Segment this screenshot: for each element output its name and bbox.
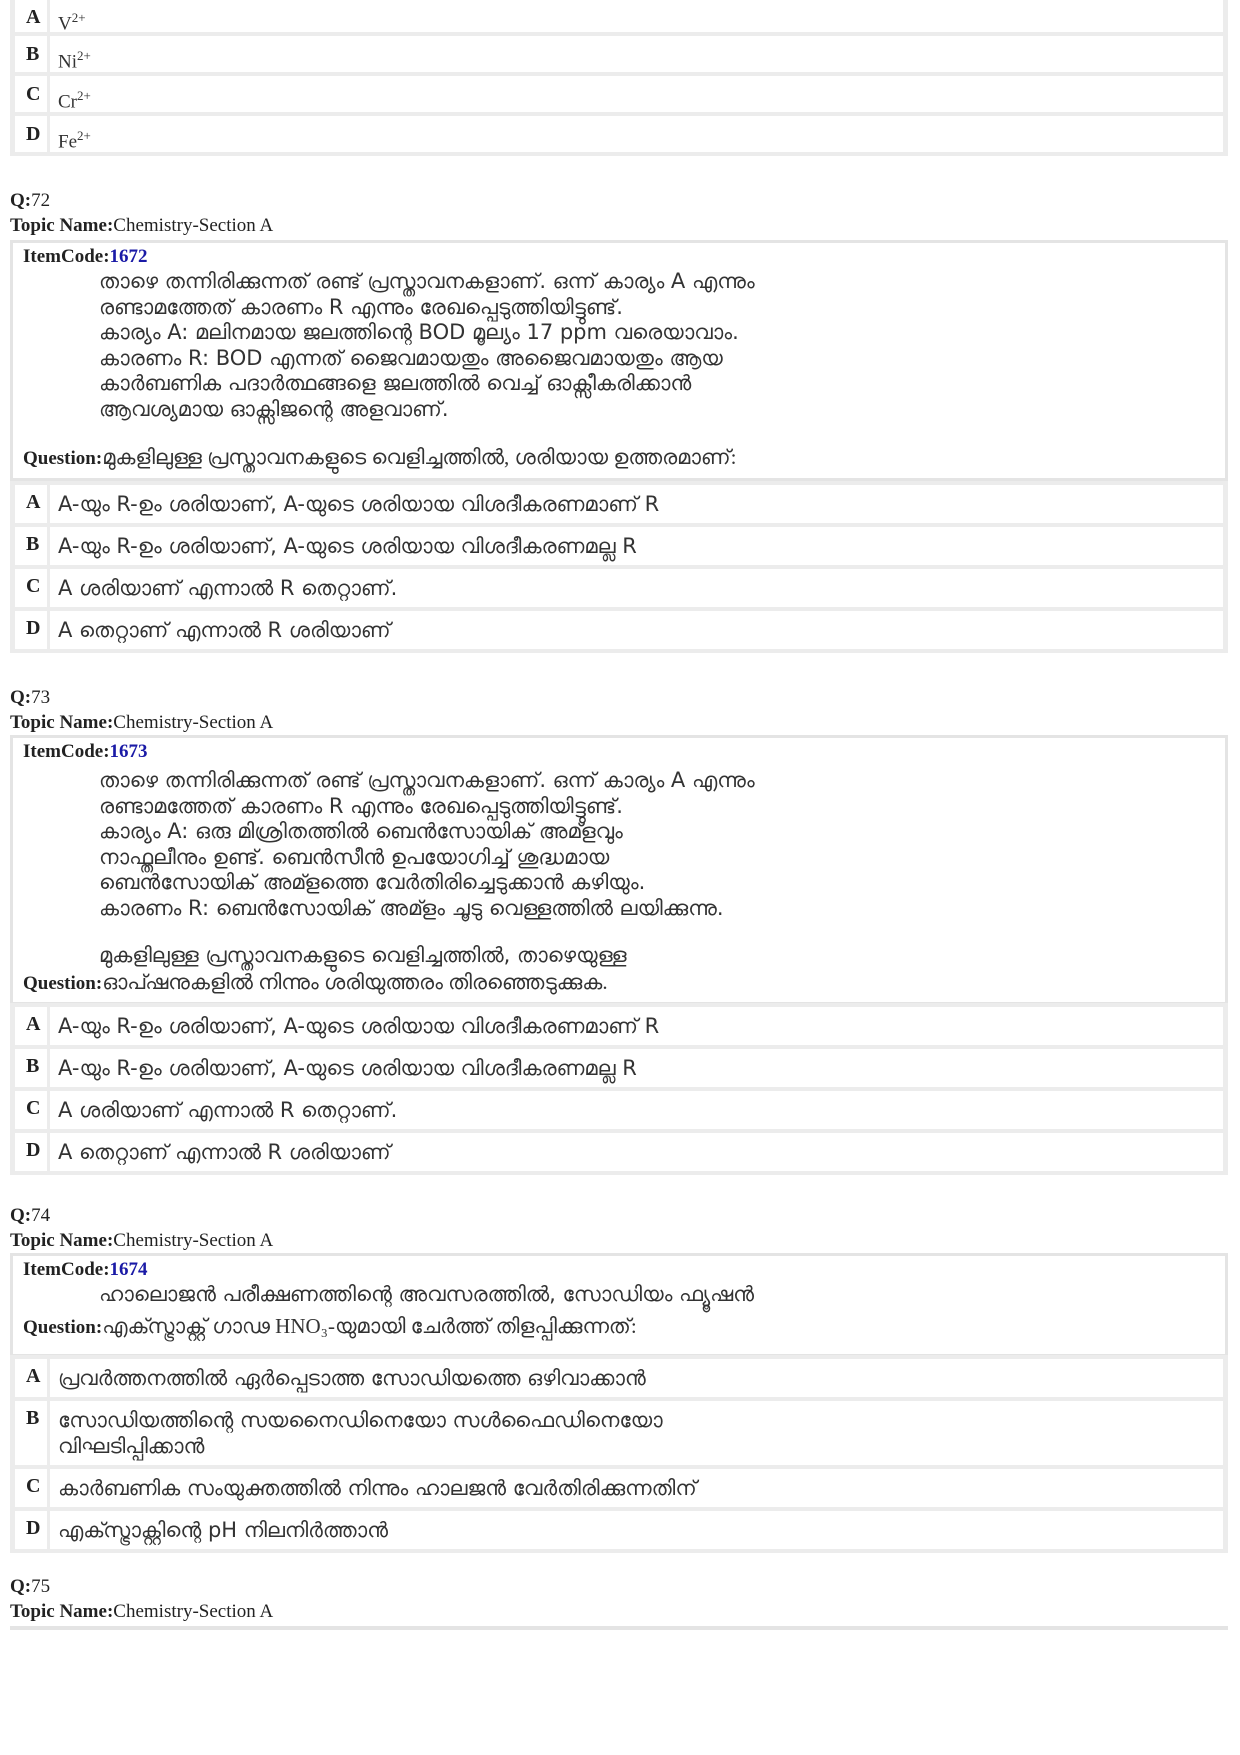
item-code-value[interactable]: 1672 <box>109 246 148 267</box>
option-letter: B <box>15 1401 47 1465</box>
q-number: 73 <box>31 687 51 708</box>
option-sup: 2+ <box>77 88 91 103</box>
option-letter: D <box>15 611 47 649</box>
q71-option-c[interactable] <box>15 76 1223 112</box>
option-text <box>50 1401 1223 1465</box>
stem-line: കാർബണിക പദാർത്ഥങ്ങളെ ജലത്തിൽ വെച്ച് ഓക്സീകരിക്കാൻ <box>99 371 692 395</box>
q74-option-c[interactable] <box>15 1469 1223 1507</box>
q74-option-a[interactable] <box>15 1359 1223 1397</box>
q71-option-a[interactable] <box>15 0 1223 35</box>
q73-options <box>10 1003 1228 1175</box>
topic-label: Topic Name: <box>10 215 114 236</box>
stem-line: കാര്യം A: മലിനമായ ജലത്തിന്റെ BOD മൂല്യം 17 ppm വരെയാവാം. <box>99 320 739 344</box>
option-letter: D <box>15 116 47 152</box>
stem-line: കാര്യം A: ഒരു മിശ്രിതത്തിൽ ബെൻസോയിക് അമ്ളവും <box>99 819 623 843</box>
option-text: പ്രവർത്തനത്തിൽ ഏർപ്പെടാത്ത സോഡിയത്തെ ഒഴിവാക്കാൻ <box>50 1359 1223 1397</box>
item-code <box>23 741 148 763</box>
q-label: Q: <box>10 1205 32 1226</box>
q71-options <box>10 0 1228 156</box>
option-base: Cr <box>58 91 77 113</box>
stem-line: താഴെ തന്നിരിക്കുന്നത് രണ്ട് പ്രസ്താവനകളാണ്. ഒന്ന് കാര്യം A എന്നും <box>99 269 755 293</box>
option-base: V <box>58 13 72 35</box>
q73-question-line-1 <box>99 943 627 969</box>
question-row <box>23 1314 637 1339</box>
topic-label: Topic Name: <box>10 712 114 733</box>
option-text: A തെറ്റാണ് എന്നാൽ R ശരിയാണ് <box>50 611 1223 649</box>
q73-stem <box>99 768 755 921</box>
option-sup: 2+ <box>71 10 86 25</box>
topic-name <box>10 1228 273 1253</box>
option-text: A-യും R-ഉം ശരിയാണ്, A-യുടെ ശരിയായ വിശദീകരണമല്ല R <box>50 527 1223 565</box>
topic-name <box>10 1599 273 1624</box>
option-line: സോഡിയത്തിന്റെ സയനൈഡിനെയോ സൾഫൈഡിനെയോ <box>58 1408 663 1432</box>
option-base: Ni <box>58 51 77 73</box>
item-code-label: ItemCode: <box>23 1259 110 1280</box>
q72-option-c[interactable] <box>15 569 1223 607</box>
q75-box-top-border <box>10 1626 1228 1630</box>
option-line: വിഘടിപ്പിക്കാൻ <box>58 1434 205 1458</box>
q-number: 75 <box>31 1576 51 1597</box>
stem-line: ആവശ്യമായ ഓക്സിജന്റെ അളവാണ്. <box>99 396 449 421</box>
q-number: 72 <box>31 190 51 211</box>
option-text <box>50 116 1223 152</box>
question-number <box>10 1203 273 1228</box>
stem-line: താഴെ തന്നിരിക്കുന്നത് രണ്ട് പ്രസ്താവനകളാണ്. ഒന്ന് കാര്യം A എന്നും <box>99 768 755 792</box>
item-code-label: ItemCode: <box>23 741 110 762</box>
option-letter: C <box>15 76 47 112</box>
option-letter: A <box>15 485 47 523</box>
stem-line: ബെൻസോയിക് അമ്ളത്തെ വേർതിരിച്ചെടുക്കാൻ കഴിയും. <box>99 870 646 894</box>
option-letter: A <box>15 1007 47 1045</box>
stem-line: ഹാലൊജൻ പരീക്ഷണത്തിന്റെ അവസരത്തിൽ, സോഡിയം ഫ്യൂഷൻ <box>99 1282 755 1306</box>
option-text: A ശരിയാണ് എന്നാൽ R തെറ്റാണ്. <box>50 1091 1223 1129</box>
q75-header <box>10 1574 273 1624</box>
question-number <box>10 1574 273 1599</box>
option-letter: B <box>15 36 47 72</box>
q73-header <box>10 685 273 735</box>
topic-name <box>10 213 273 238</box>
option-text: കാർബണിക സംയുക്തത്തിൽ നിന്നും ഹാലജൻ വേർതിരിക്കുന്നതിന് <box>50 1469 1223 1507</box>
q72-option-d[interactable] <box>15 611 1223 649</box>
topic-value: Chemistry-Section A <box>113 1230 274 1251</box>
option-text: A-യും R-ഉം ശരിയാണ്, A-യുടെ ശരിയായ വിശദീകരണമല്ല R <box>50 1049 1223 1087</box>
q74-option-b[interactable] <box>15 1401 1223 1465</box>
option-base: Fe <box>58 131 77 153</box>
topic-label: Topic Name: <box>10 1230 114 1251</box>
q74-stem <box>99 1282 754 1308</box>
stem-line: രണ്ടാമത്തേത് കാരണം R എന്നും രേഖപ്പെടുത്തിയിട്ടുണ്ട്. <box>99 294 623 319</box>
option-text: എക്സ്ട്രാക്റ്റിന്റെ pH നിലനിർത്താൻ <box>50 1511 1223 1549</box>
q74-option-d[interactable] <box>15 1511 1223 1549</box>
stem-line: നാഫ്തലീനും ഉണ്ട്. ബെൻസീൻ ഉപയോഗിച്ച് ശുദ്ധമായ <box>99 844 610 869</box>
q-label: Q: <box>10 190 32 211</box>
option-text: A-യും R-ഉം ശരിയാണ്, A-യുടെ ശരിയായ വിശദീകരണമാണ് R <box>50 485 1223 523</box>
question-number <box>10 685 273 710</box>
question-line: മുകളിലുള്ള പ്രസ്താവനകളുടെ വെളിച്ചത്തിൽ, താഴെയുള്ള <box>99 943 627 967</box>
question-row <box>23 970 608 995</box>
q71-option-d[interactable] <box>15 116 1223 152</box>
q73-option-a[interactable] <box>15 1007 1223 1045</box>
q72-stem <box>99 269 755 422</box>
item-code-value[interactable]: 1673 <box>109 741 148 762</box>
option-letter: A <box>15 0 47 32</box>
q-number: 74 <box>31 1205 51 1226</box>
option-letter: C <box>15 569 47 607</box>
q-label: Q: <box>10 1576 32 1597</box>
q72-option-b[interactable] <box>15 527 1223 565</box>
option-letter: B <box>15 527 47 565</box>
stem-line: കാരണം R: ബെൻസോയിക് അമ്ളം ചൂടു വെള്ളത്തിൽ ലയിക്കുന്നു. <box>99 895 724 920</box>
question-text: ഓപ്ഷനുകളിൽ നിന്നും ശരിയുത്തരം തിരഞ്ഞെടുക്കുക. <box>102 970 608 994</box>
option-letter: D <box>15 1511 47 1549</box>
question-row <box>23 445 737 470</box>
q74-item-box <box>10 1253 1228 1357</box>
option-letter: B <box>15 1049 47 1087</box>
q74-header <box>10 1203 273 1253</box>
question-text: മുകളിലുള്ള പ്രസ്താവനകളുടെ വെളിച്ചത്തിൽ, ശരിയായ ഉത്തരമാണ്: <box>102 445 737 469</box>
stem-line: രണ്ടാമത്തേത് കാരണം R എന്നും രേഖപ്പെടുത്തിയിട്ടുണ്ട്. <box>99 793 623 818</box>
question-number <box>10 188 273 213</box>
question-label: Question: <box>23 448 103 469</box>
option-text <box>50 0 1223 35</box>
option-letter: C <box>15 1091 47 1129</box>
question-label: Question: <box>23 1317 103 1338</box>
q72-item-box <box>10 240 1228 481</box>
topic-name <box>10 710 273 735</box>
q72-header <box>10 188 273 238</box>
item-code <box>23 1259 148 1281</box>
topic-value: Chemistry-Section A <box>113 1601 274 1622</box>
question-label: Question: <box>23 973 103 994</box>
q-label: Q: <box>10 687 32 708</box>
option-sup: 2+ <box>77 48 91 63</box>
topic-label: Topic Name: <box>10 1601 114 1622</box>
q73-option-d[interactable] <box>15 1133 1223 1171</box>
q73-item-box <box>10 735 1228 1005</box>
q73-option-c[interactable] <box>15 1091 1223 1129</box>
option-text <box>50 76 1223 112</box>
q72-options <box>10 481 1228 653</box>
option-text: A-യും R-ഉം ശരിയാണ്, A-യുടെ ശരിയായ വിശദീകരണമാണ് R <box>50 1007 1223 1045</box>
q74-options <box>10 1355 1228 1553</box>
q73-option-b[interactable] <box>15 1049 1223 1087</box>
option-text <box>50 36 1223 72</box>
question-text: എക്സ്ട്രാക്റ്റ് ഗാഢ HNO₃-യുമായി ചേർത്ത് തിളപ്പിക്കുന്നത്: <box>102 1314 637 1338</box>
option-letter: C <box>15 1469 47 1507</box>
option-letter: D <box>15 1133 47 1171</box>
q71-option-b[interactable] <box>15 36 1223 72</box>
stem-line: കാരണം R: BOD എന്നത് ജൈവമായതും അജൈവമായതും ആയ <box>99 345 723 370</box>
topic-value: Chemistry-Section A <box>113 712 274 733</box>
q72-option-a[interactable] <box>15 485 1223 523</box>
item-code <box>23 246 148 268</box>
item-code-value[interactable]: 1674 <box>109 1259 148 1280</box>
option-text: A ശരിയാണ് എന്നാൽ R തെറ്റാണ്. <box>50 569 1223 607</box>
option-text: A തെറ്റാണ് എന്നാൽ R ശരിയാണ് <box>50 1133 1223 1171</box>
option-letter: A <box>15 1359 47 1397</box>
topic-value: Chemistry-Section A <box>113 215 274 236</box>
item-code-label: ItemCode: <box>23 246 110 267</box>
option-sup: 2+ <box>77 128 91 143</box>
